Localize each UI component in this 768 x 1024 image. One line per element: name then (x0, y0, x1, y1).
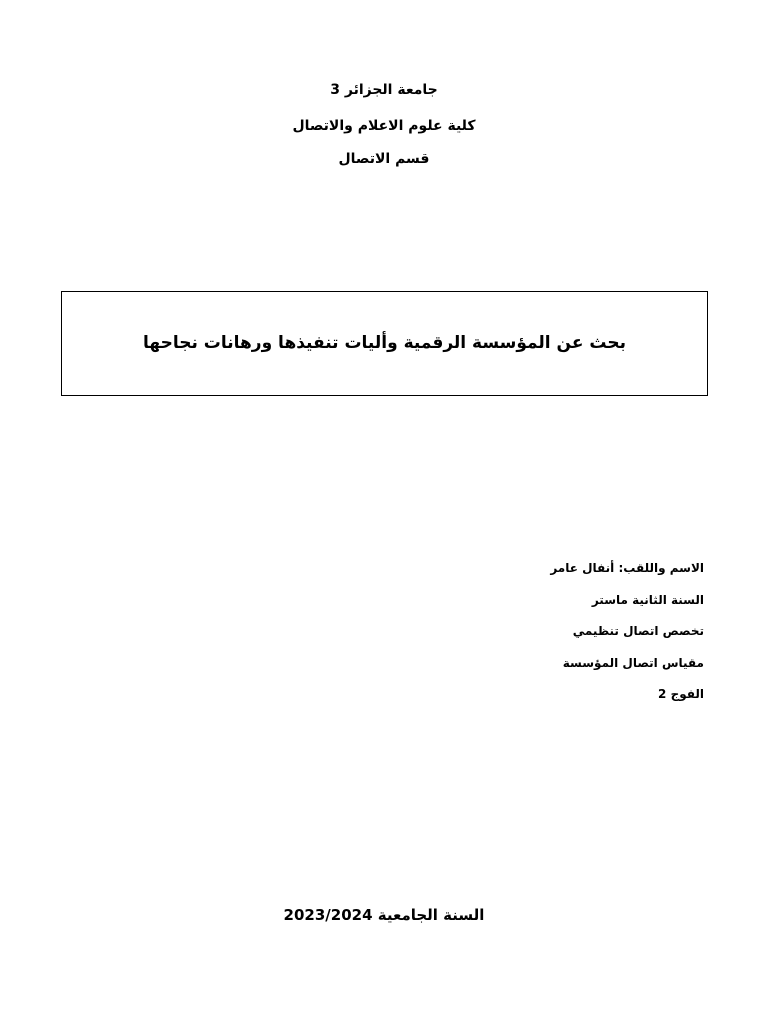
student-group: الفوج 2 (658, 687, 704, 701)
faculty-name: كلية علوم الاعلام والاتصال (292, 118, 476, 134)
academic-year: السنة الجامعية 2023/2024 (283, 906, 485, 924)
title-box (61, 291, 708, 396)
student-name: الاسم واللقب: أنفال عامر (550, 561, 704, 575)
department-name: قسم الاتصال (338, 151, 430, 167)
document-title: بحث عن المؤسسة الرقمية وأليات تنفيذها ورهانات نجاحها (142, 333, 627, 353)
student-module: مقياس اتصال المؤسسة (562, 655, 704, 670)
student-year: السنة الثانية ماستر (591, 592, 704, 607)
student-specialty: تخصص اتصال تنظيمي (572, 624, 704, 638)
student-info (404, 560, 704, 718)
university-name: جامعة الجزائر 3 (330, 82, 438, 98)
